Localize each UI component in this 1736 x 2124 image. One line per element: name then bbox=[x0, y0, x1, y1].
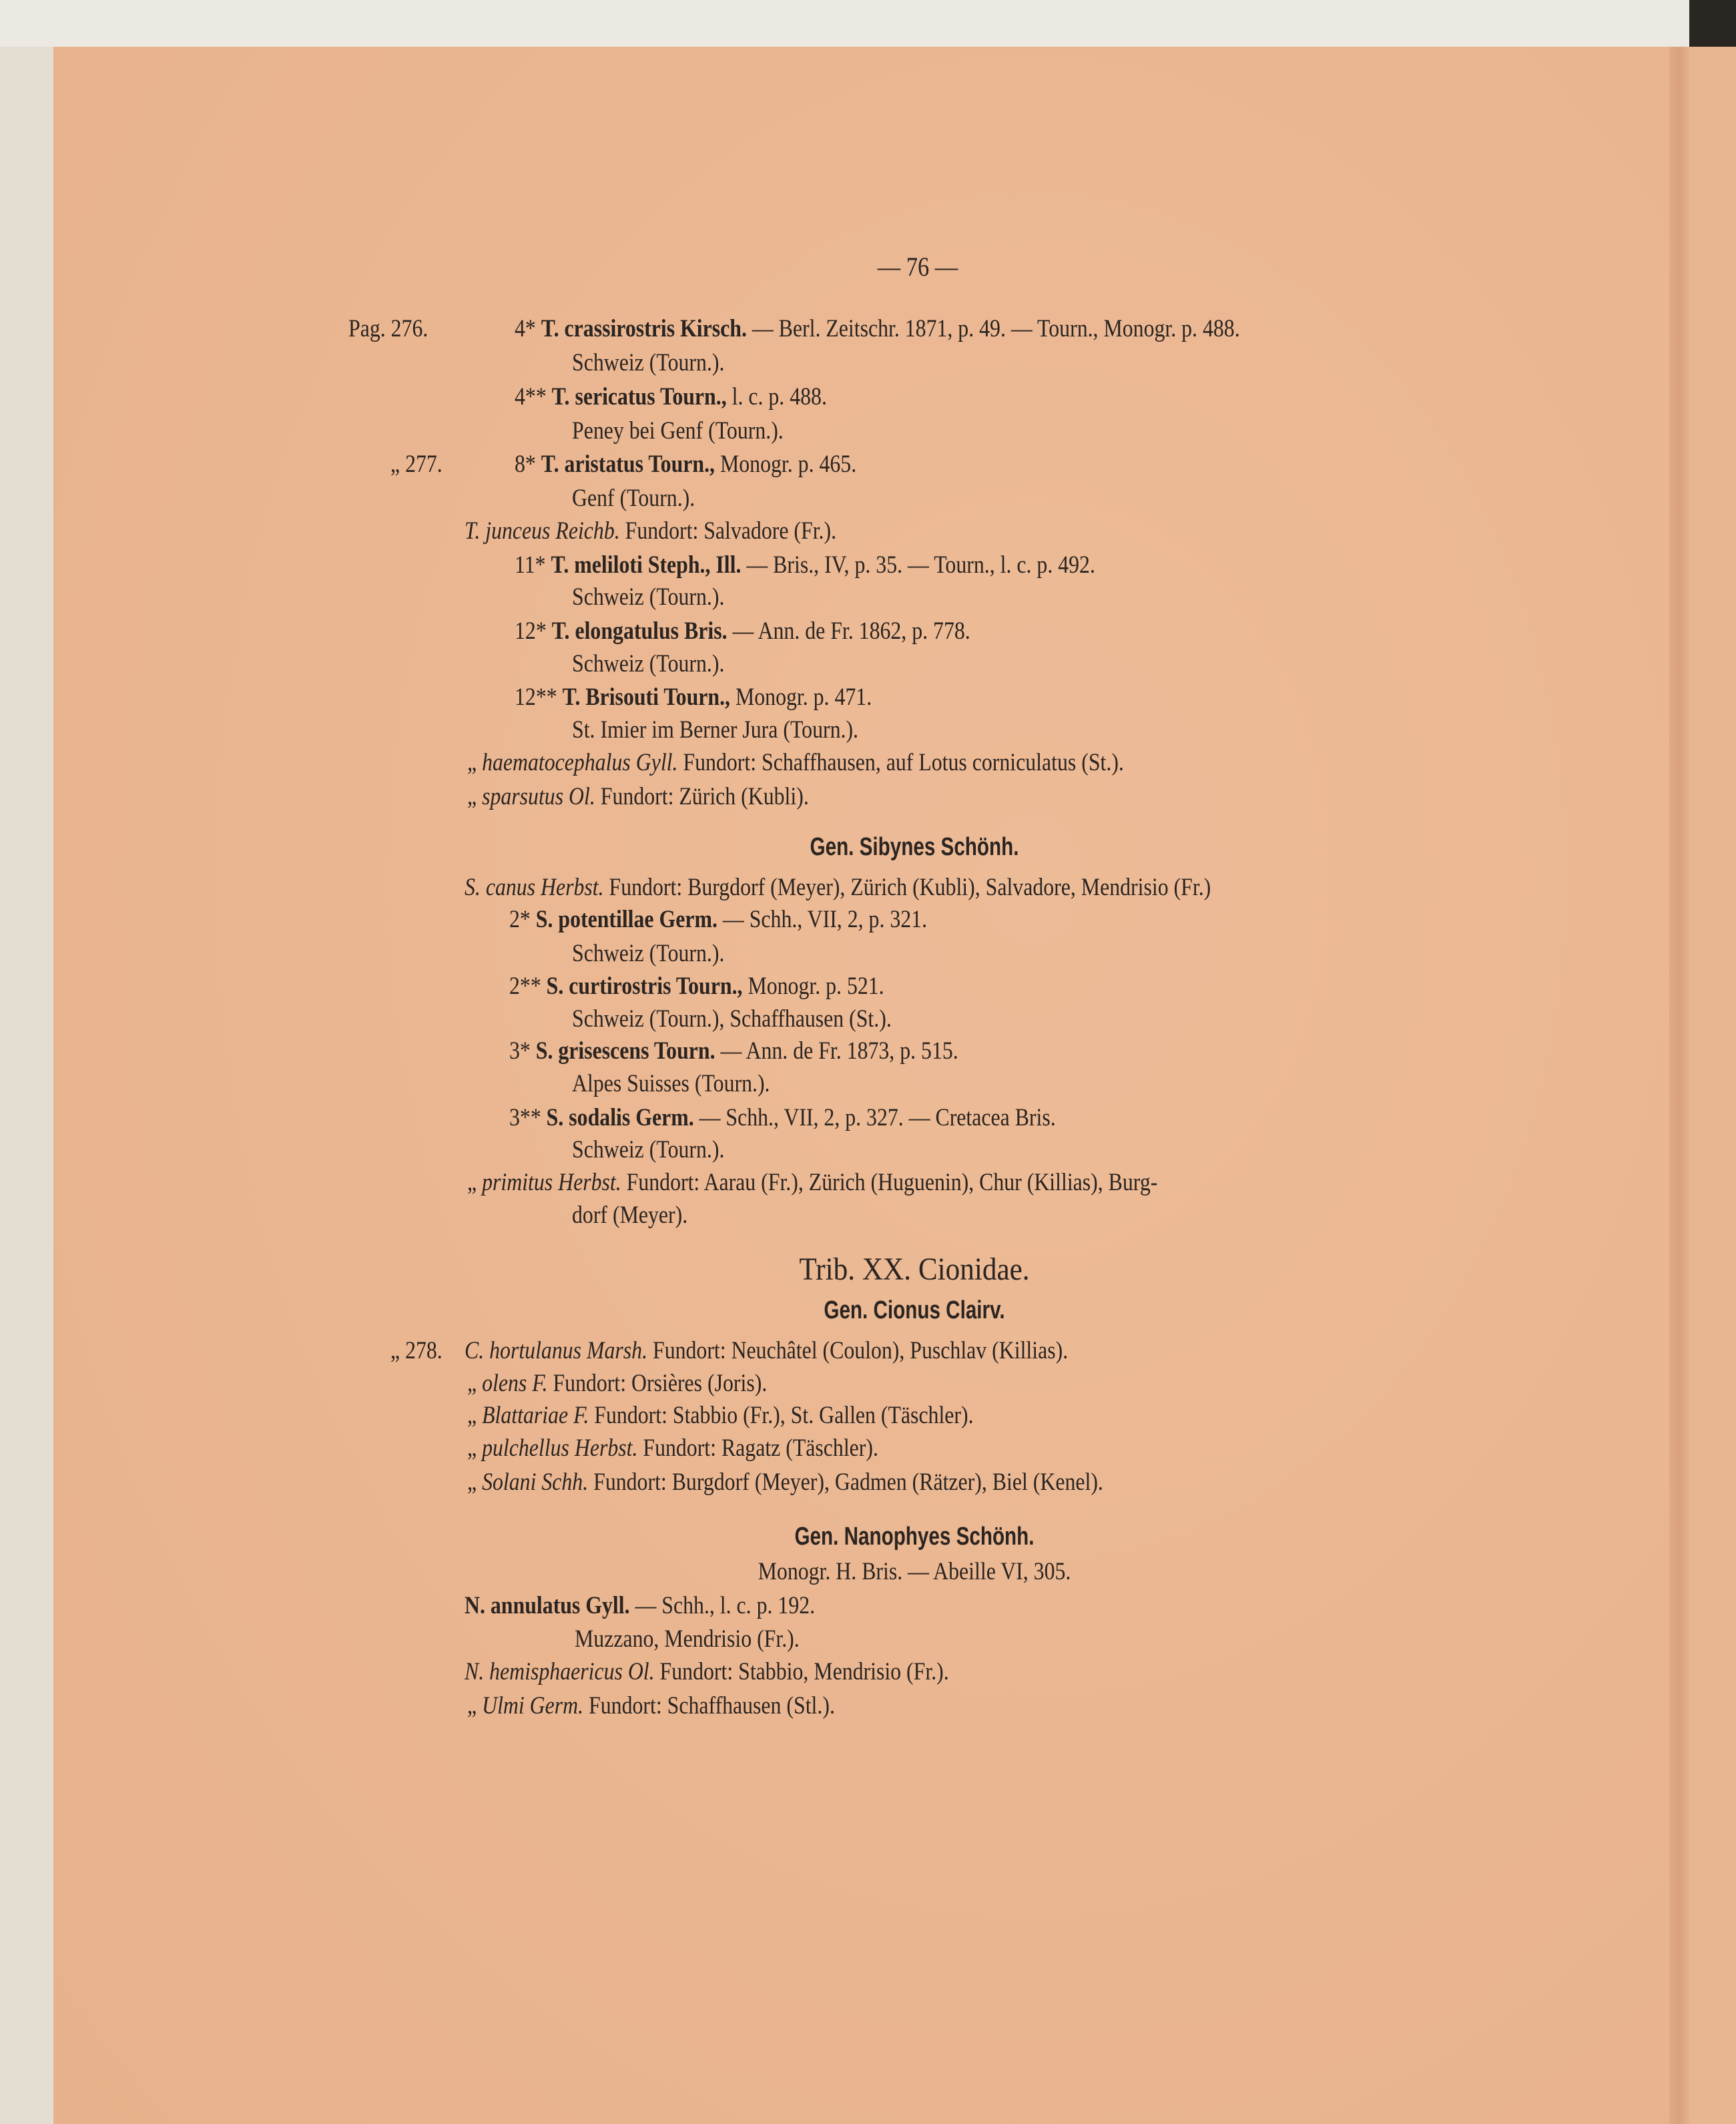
scan-corner bbox=[1689, 0, 1736, 47]
species-name-bold: T. crassirostris Kirsch. bbox=[541, 315, 748, 343]
text-segment: Fundort: Neuchâtel (Coulon), Puschlav (Killias). bbox=[647, 1336, 1069, 1364]
text-line bbox=[509, 1101, 1056, 1135]
text-line bbox=[515, 681, 872, 714]
text-segment: Fundort: Salvadore (Fr.). bbox=[619, 517, 837, 545]
text-line bbox=[515, 448, 856, 481]
species-name-bold: S. potentillae Germ. bbox=[536, 906, 718, 934]
species-name-bold: N. annulatus Gyll. bbox=[465, 1591, 630, 1619]
text-line bbox=[572, 937, 724, 971]
species-name-italic: Solani Schh. bbox=[482, 1468, 589, 1496]
text-line bbox=[572, 1067, 770, 1101]
text-line bbox=[467, 1466, 1103, 1499]
species-name-bold: S. sodalis Germ. bbox=[546, 1103, 694, 1131]
species-name-italic: Blattariae F. bbox=[482, 1402, 589, 1430]
text-line bbox=[572, 415, 784, 448]
section-heading bbox=[794, 1520, 1034, 1553]
text-line bbox=[467, 1689, 835, 1723]
text-line bbox=[465, 1589, 815, 1623]
text-segment: — Schh., VII, 2, p. 321. bbox=[717, 906, 928, 934]
text-segment: Fundort: Ragatz (Täschler). bbox=[637, 1434, 879, 1463]
text-segment: Schweiz (Tourn.). bbox=[571, 1136, 725, 1164]
text-line bbox=[467, 1432, 878, 1465]
text-segment: Monogr. p. 521. bbox=[742, 972, 884, 1000]
text-segment: — Bris., IV, p. 35. — Tourn., l. c. p. 492. bbox=[741, 551, 1096, 579]
text-segment: Schweiz (Tourn.). bbox=[571, 349, 725, 377]
page-edge bbox=[1689, 47, 1736, 2124]
species-name-italic: olens F. bbox=[482, 1369, 548, 1397]
text-segment: „ bbox=[467, 1169, 483, 1197]
text-line bbox=[515, 615, 970, 648]
text-segment: Fundort: Aarau (Fr.), Zürich (Huguenin), Chur (Killias), Burg- bbox=[621, 1169, 1158, 1197]
text-segment: Fundort: Stabbio (Fr.), St. Gallen (Täschler). bbox=[589, 1402, 974, 1430]
text-segment: Genf (Tourn.). bbox=[571, 485, 695, 513]
text-segment: 4** bbox=[515, 382, 553, 411]
text-segment: Fundort: Burgdorf (Meyer), Gadmen (Rätzer), Biel (Kenel). bbox=[588, 1468, 1104, 1496]
species-name-italic: pulchellus Herbst. bbox=[482, 1434, 638, 1463]
text-segment: Schweiz (Tourn.). bbox=[571, 583, 725, 611]
species-name-bold: T. Brisouti Tourn., bbox=[562, 684, 731, 712]
text-segment: „ bbox=[467, 1691, 483, 1719]
margin-page-reference: „ 278. bbox=[390, 1336, 443, 1364]
text-segment: „ bbox=[467, 748, 483, 776]
species-name-bold: T. elongatulus Bris. bbox=[552, 617, 728, 645]
text-segment: Fundort: Schaffhausen (Stl.). bbox=[583, 1691, 836, 1719]
text-line bbox=[572, 714, 858, 747]
text-line bbox=[515, 549, 1095, 582]
margin-page-reference: „ 277. bbox=[390, 451, 443, 479]
text-segment: Gen. Nanophyes Schönh. bbox=[794, 1523, 1035, 1551]
text-segment: 2* bbox=[509, 906, 537, 934]
section-heading bbox=[799, 1253, 1029, 1286]
text-segment: 12* bbox=[515, 617, 553, 645]
species-name-bold: S. grisescens Tourn. bbox=[536, 1037, 715, 1065]
section-heading bbox=[824, 1294, 1004, 1327]
text-segment: — Schh., VII, 2, p. 327. — Cretacea Bris. bbox=[693, 1103, 1056, 1131]
text-segment: Fundort: Stabbio, Mendrisio (Fr.). bbox=[654, 1658, 949, 1686]
text-segment: Fundort: Zürich (Kubli). bbox=[595, 782, 810, 810]
text-segment: — Ann. de Fr. 1862, p. 778. bbox=[727, 617, 971, 645]
text-segment: 3* bbox=[509, 1037, 537, 1065]
text-line bbox=[572, 346, 724, 380]
species-name-bold: T. aristatus Tourn., bbox=[541, 451, 715, 479]
text-segment: Monogr. p. 465. bbox=[715, 451, 857, 479]
text-segment: — Berl. Zeitschr. 1871, p. 49. — Tourn., Monogr. p. 488. bbox=[747, 315, 1241, 343]
margin-page-reference: Pag. 276. bbox=[348, 315, 428, 343]
text-segment: „ bbox=[467, 1369, 483, 1397]
section-heading bbox=[758, 1555, 1071, 1589]
text-segment: Trib. XX. Cionidae. bbox=[799, 1252, 1030, 1288]
text-segment: Schweiz (Tourn.), Schaffhausen (St.). bbox=[571, 1005, 892, 1033]
text-line bbox=[572, 647, 724, 681]
text-segment: 12** bbox=[515, 684, 563, 712]
page bbox=[53, 47, 1682, 2124]
text-segment: 3** bbox=[509, 1103, 547, 1131]
text-segment: — Schh., l. c. p. 192. bbox=[629, 1591, 816, 1619]
text-line bbox=[509, 903, 927, 937]
text-line bbox=[509, 1035, 958, 1068]
text-segment: dorf (Meyer). bbox=[571, 1201, 687, 1229]
species-name-bold: T. meliloti Steph., Ill. bbox=[551, 551, 742, 579]
text-segment: Fundort: Schaffhausen, auf Lotus corniculatus (St.). bbox=[677, 748, 1125, 776]
text-line bbox=[572, 1133, 724, 1167]
species-name-bold: S. curtirostris Tourn., bbox=[546, 972, 743, 1000]
text-segment: 2** bbox=[509, 972, 547, 1000]
species-name-italic: sparsutus Ol. bbox=[482, 782, 596, 810]
text-segment: Monogr. H. Bris. — Abeille VI, 305. bbox=[758, 1557, 1071, 1585]
text-segment: Peney bei Genf (Tourn.). bbox=[571, 417, 784, 445]
text-segment: Fundort: Orsières (Joris). bbox=[547, 1369, 768, 1397]
text-segment: 8* bbox=[515, 451, 542, 479]
text-segment: „ bbox=[467, 1402, 483, 1430]
text-line bbox=[467, 1166, 1157, 1200]
species-name-italic: Ulmi Germ. bbox=[482, 1691, 584, 1719]
text-line bbox=[467, 746, 1124, 780]
text-line bbox=[575, 1623, 800, 1656]
text-line bbox=[465, 871, 1211, 904]
text-line bbox=[509, 970, 884, 1003]
text-segment: Fundort: Burgdorf (Meyer), Zürich (Kubli), Salvadore, Mendrisio (Fr.) bbox=[603, 873, 1211, 901]
text-line bbox=[467, 1399, 974, 1432]
text-segment: „ bbox=[467, 782, 483, 810]
section-heading bbox=[810, 830, 1019, 864]
text-segment: Gen. Cionus Clairv. bbox=[824, 1296, 1005, 1324]
page-fold bbox=[1669, 47, 1689, 2124]
scan-border bbox=[0, 0, 1689, 47]
species-name-italic: N. hemisphaericus Ol. bbox=[465, 1658, 655, 1686]
text-line bbox=[572, 1003, 892, 1036]
species-name-italic: primitus Herbst. bbox=[482, 1169, 622, 1197]
text-segment: Muzzano, Mendrisio (Fr.). bbox=[574, 1625, 800, 1653]
text-segment: Monogr. p. 471. bbox=[730, 684, 872, 712]
text-segment: Gen. Sibynes Schönh. bbox=[810, 832, 1019, 861]
text-line bbox=[465, 1334, 1068, 1368]
text-segment: „ bbox=[467, 1434, 483, 1463]
species-name-italic: C. hortulanus Marsh. bbox=[465, 1336, 648, 1364]
text-segment: 11* bbox=[515, 551, 551, 579]
text-line bbox=[572, 482, 695, 515]
text-segment: Schweiz (Tourn.). bbox=[571, 940, 725, 968]
text-segment: St. Imier im Berner Jura (Tourn.). bbox=[571, 716, 858, 744]
text-line bbox=[465, 1655, 949, 1689]
text-segment: l. c. p. 488. bbox=[727, 382, 828, 411]
text-line bbox=[465, 515, 836, 548]
text-segment: „ bbox=[467, 1468, 483, 1496]
text-segment: — Ann. de Fr. 1873, p. 515. bbox=[715, 1037, 958, 1065]
text-segment: 4* bbox=[515, 315, 542, 343]
species-name-bold: T. sericatus Tourn., bbox=[552, 382, 728, 411]
page-number: — 76 — bbox=[877, 252, 958, 282]
text-line bbox=[572, 581, 724, 614]
text-line bbox=[515, 312, 1240, 346]
text-line bbox=[467, 1367, 767, 1400]
text-segment: Alpes Suisses (Tourn.). bbox=[571, 1070, 770, 1097]
text-line bbox=[467, 780, 809, 814]
species-name-italic: haematocephalus Gyll. bbox=[482, 748, 678, 776]
text-line bbox=[515, 380, 827, 414]
text-line bbox=[572, 1199, 687, 1232]
text-segment: Schweiz (Tourn.). bbox=[571, 649, 725, 678]
species-name-italic: S. canus Herbst. bbox=[465, 873, 604, 901]
species-name-italic: T. junceus Reichb. bbox=[465, 517, 620, 545]
